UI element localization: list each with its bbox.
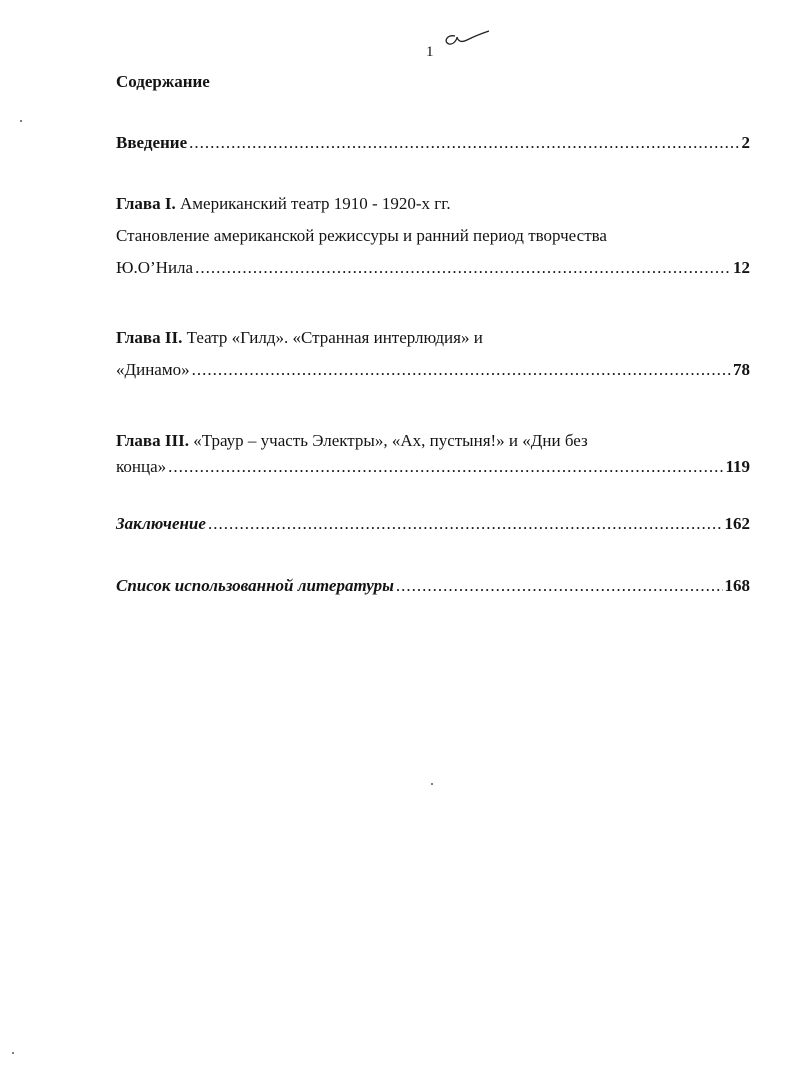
chapter-2-prefix: Глава II. <box>116 328 183 347</box>
toc-title: Содержание <box>116 72 210 91</box>
bibliography-label: Список использованной литературы <box>116 576 394 595</box>
chapter-3-title-line-2: конца» <box>116 457 167 476</box>
toc-entry-bibliography <box>116 570 750 602</box>
introduction-page: 2 <box>741 133 750 152</box>
page-number: 1 <box>426 44 434 60</box>
chapter-3-prefix: Глава III. <box>116 431 189 450</box>
chapter-2-page: 78 <box>733 360 750 379</box>
bibliography-page: 168 <box>724 576 750 595</box>
chapter-3-page: 119 <box>725 457 750 476</box>
chapter-3-title-line-1: «Траур – участь Электры», «Ах, пустыня!» и «Дни без <box>193 431 588 450</box>
handwritten-mark-icon <box>441 28 491 54</box>
chapter-1-title-line-1: Американский театр 1910 - 1920-х гг. <box>179 194 451 213</box>
dot-leader <box>192 354 731 386</box>
dot-leader <box>168 451 723 483</box>
chapter-2-title-line-1: Театр «Гилд». «Странная интерлюдия» и <box>186 328 483 347</box>
dot-leader <box>208 508 723 540</box>
dot-leader <box>189 127 739 159</box>
dot-leader <box>396 570 723 602</box>
chapter-1-title-line-3: Ю.О’Нила <box>116 258 194 277</box>
toc-entry-introduction <box>116 127 750 159</box>
toc-entry-chapter-2 <box>116 322 750 386</box>
toc-entry-chapter-1 <box>116 188 750 284</box>
dot-leader <box>195 252 731 284</box>
toc-entry-chapter-3 <box>116 425 750 483</box>
chapter-2-title-line-2: «Динамо» <box>116 360 190 379</box>
scan-speck <box>12 1052 14 1054</box>
toc-entry-conclusion <box>116 508 750 540</box>
conclusion-label: Заключение <box>116 514 206 533</box>
chapter-1-page: 12 <box>733 258 750 277</box>
scan-speck <box>431 783 433 785</box>
scan-speck <box>20 120 22 122</box>
conclusion-page: 162 <box>724 514 750 533</box>
chapter-1-title-line-2: Становление американской режиссуры и ранний период творчества <box>116 226 607 245</box>
chapter-1-prefix: Глава I. <box>116 194 176 213</box>
introduction-label: Введение <box>116 133 188 152</box>
